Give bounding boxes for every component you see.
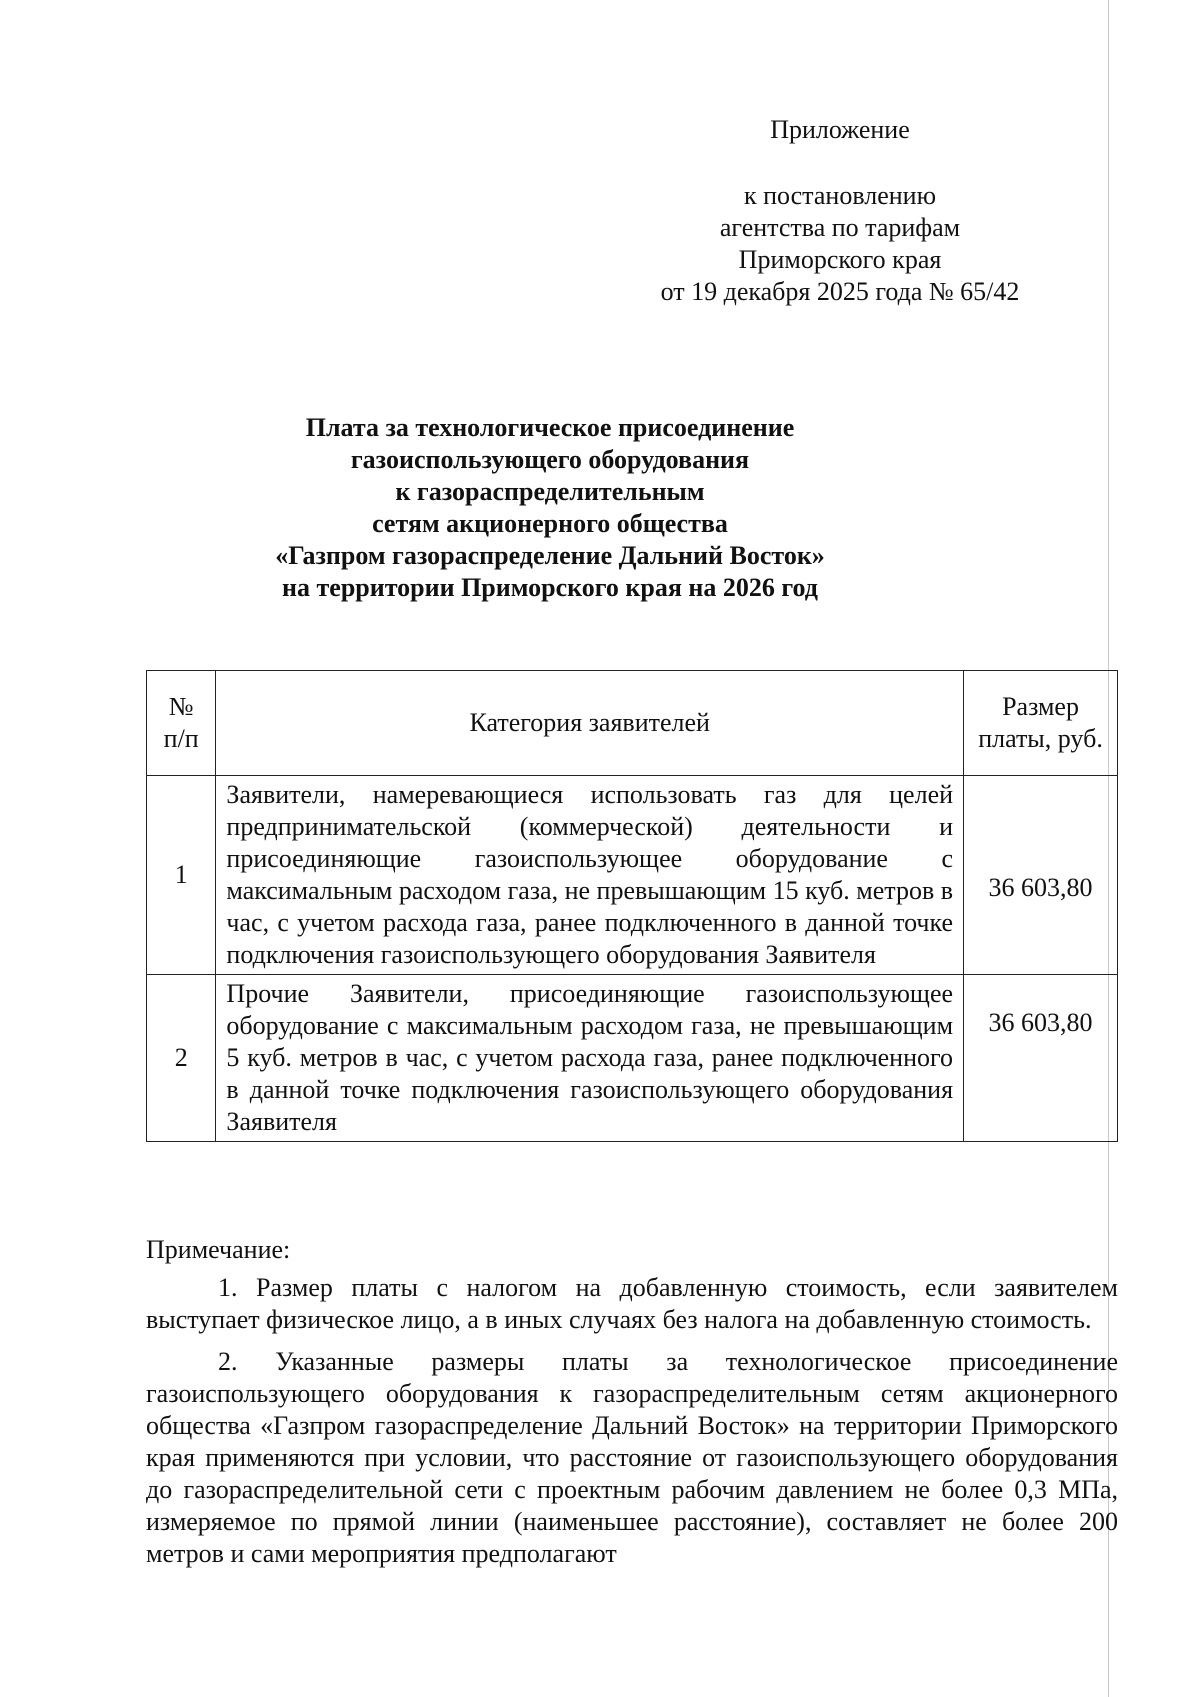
document-title — [200, 412, 900, 604]
row-number: 2 — [147, 975, 216, 1142]
title-line: газоиспользующего оборудования — [350, 445, 750, 474]
notes-title: Примечание: — [146, 1235, 291, 1264]
note-item: 1. Размер платы с налогом на добавленную стоимость, если заявителем выступает физическое лицо, а в иных случаях без налога на добавленную стоимость. — [146, 1273, 1118, 1334]
title-line: «Газпром газораспределение Дальний Восток» — [275, 541, 825, 570]
title-line: к газораспределительным — [395, 477, 705, 506]
title-line: на территории Приморского края на 2026 год — [282, 573, 818, 602]
row-category: Заявители, намеревающиеся использовать газ для целей предпринимательской (коммерческой) деятельности и присоединяющие газоиспользующее оборудование с максимальным расходом газа, не превышающим 15 куб. метров в час, с учетом расхода газа, ранее подключенного в данной точке подключения газоиспользующего оборудования Заявителя — [216, 776, 964, 975]
appendix-title: Приложение — [770, 115, 910, 144]
note-item: 2. Указанные размеры платы за технологическое присоединение газоиспользующего оборудования к газораспределительным сетям акционерного общества «Газпром газораспределение Дальний Восток» на территории Приморского края применяются при условии, что расстояние от газоиспользующего оборудования до газораспределительной сети с проектным рабочим давлением не более 0,3 МПа, измеряемое по прямой линии (наименьшее расстояние), составляет не более 200 метров и сами мероприятия предполагают — [146, 1347, 1118, 1568]
title-line: Плата за технологическое присоединение — [305, 413, 795, 442]
row-fee: 36 603,80 — [964, 975, 1118, 1142]
header-fee: Размер платы, руб. — [964, 671, 1118, 776]
appendix-reference — [640, 180, 1040, 308]
appendix-line: к постановлению — [743, 181, 937, 210]
table-row — [147, 975, 1118, 1142]
table-row — [147, 776, 1118, 975]
row-fee: 36 603,80 — [964, 776, 1118, 975]
notes-section — [146, 1234, 1118, 1580]
table-header-row — [147, 671, 1118, 776]
title-line: сетям акционерного общества — [372, 509, 728, 538]
header-category: Категория заявителей — [216, 671, 964, 776]
tariff-table — [146, 670, 1118, 1142]
appendix-date-number: от 19 декабря 2025 года № 65/42 — [660, 277, 1020, 306]
row-number: 1 — [147, 776, 216, 975]
appendix-line: агентства по тарифам — [719, 213, 961, 242]
row-category: Прочие Заявители, присоединяющие газоиспользующее оборудование с максимальным расходом газа, не превышающим 5 куб. метров в час, с учетом расхода газа, ранее подключенного в данной точке подключения газоиспользующего оборудования Заявителя — [216, 975, 964, 1142]
header-number: № п/п — [147, 671, 216, 776]
appendix-line: Приморского края — [738, 245, 942, 274]
